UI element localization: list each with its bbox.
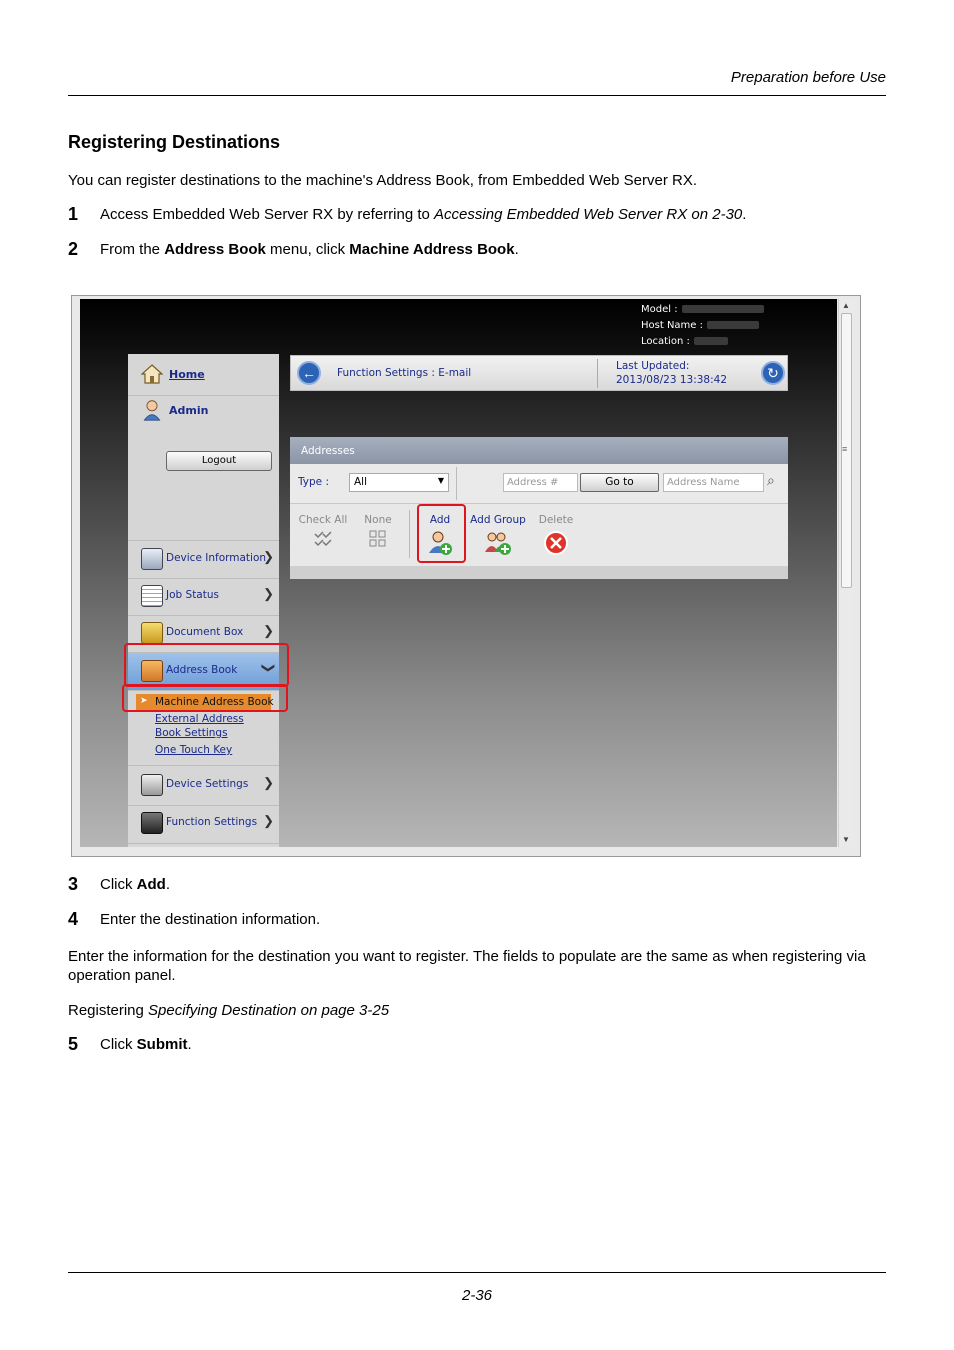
one-touch-key-link[interactable]: One Touch Key <box>155 744 233 756</box>
home-link[interactable]: Home <box>169 368 205 381</box>
none-button[interactable] <box>360 514 396 548</box>
address-name-input[interactable]: Address Name <box>663 473 764 492</box>
reference-link: Specifying Destination on page 3-25 <box>148 1002 390 1019</box>
chevron-right-icon: ❯ <box>263 775 274 790</box>
scroll-down-icon[interactable]: ▼ <box>842 835 850 844</box>
chevron-right-icon: ❯ <box>263 623 274 638</box>
external-address-link-line2[interactable]: Book Settings <box>155 727 228 739</box>
address-number-input[interactable]: Address # <box>503 473 578 492</box>
check-all-label: Check All <box>298 514 348 526</box>
last-updated-value: 2013/08/23 13:38:42 <box>616 374 728 386</box>
device-settings-icon <box>141 774 163 796</box>
sidebar-item-device-settings[interactable] <box>128 766 279 806</box>
location-info <box>641 336 728 347</box>
step-3-bold: Add <box>136 876 166 893</box>
back-arrow-icon[interactable]: ← <box>297 361 321 385</box>
job-status-icon <box>141 585 163 607</box>
sidebar-home-row[interactable] <box>128 354 279 396</box>
step-1-pre: Access Embedded Web Server RX by referring to <box>100 206 435 223</box>
embedded-web-server-screenshot <box>71 295 861 857</box>
addresses-panel <box>290 437 788 579</box>
step-2-bold-2: Machine Address Book <box>349 241 515 258</box>
highlight-add-button <box>417 504 466 563</box>
type-select-value: All <box>354 476 368 488</box>
step-5-pre: Click <box>100 1036 137 1053</box>
reference-pre: Registering <box>68 1002 149 1019</box>
external-address-link-line1[interactable]: External Address <box>155 713 244 725</box>
host-info <box>641 320 759 331</box>
running-header: Preparation before Use <box>730 69 886 86</box>
model-label: Model : <box>641 304 678 315</box>
logout-button[interactable]: Logout <box>166 451 272 471</box>
divider <box>597 359 598 388</box>
home-icon <box>141 363 163 385</box>
filter-row <box>290 464 788 504</box>
add-group-label: Add Group <box>470 514 526 526</box>
step-5-bold: Submit <box>136 1036 188 1053</box>
add-group-icon <box>484 530 512 556</box>
action-row <box>290 504 788 566</box>
step-2-bold-1: Address Book <box>164 241 266 258</box>
uncheck-all-icon <box>369 530 387 548</box>
sidebar-item-label: Function Settings <box>166 816 258 828</box>
footer-rule <box>68 1272 886 1273</box>
sidebar-item-function-settings[interactable] <box>128 806 279 844</box>
type-select[interactable] <box>349 473 449 492</box>
location-label: Location : <box>641 336 690 347</box>
step-4-number: 4 <box>68 909 79 929</box>
step-2-number: 2 <box>68 239 79 259</box>
highlight-machine-address-book <box>122 684 288 712</box>
step-3-number: 3 <box>68 874 79 894</box>
admin-label: Admin <box>169 404 209 417</box>
function-topbar <box>290 355 788 391</box>
none-label: None <box>364 514 392 526</box>
host-label: Host Name : <box>641 320 703 331</box>
step-2-pre: From the <box>100 241 165 258</box>
chevron-right-icon: ❯ <box>263 586 274 601</box>
sidebar-item-label: Device Information <box>166 552 267 564</box>
intro-paragraph: You can register destinations to the machine's Address Book, from Embedded Web Server RX. <box>68 172 698 189</box>
user-icon <box>141 399 163 421</box>
step-5-text <box>100 1036 192 1053</box>
delete-button[interactable] <box>536 514 576 556</box>
step-3-pre: Click <box>100 876 137 893</box>
info-paragraph: Enter the information for the destination you want to register. The fields to populate are the same as when registering via operation panel. <box>68 948 866 984</box>
document-box-icon <box>141 622 163 644</box>
section-title: Registering Destinations <box>68 132 281 152</box>
page-number: 2-36 <box>461 1287 493 1304</box>
model-info <box>641 304 764 315</box>
type-label: Type : <box>298 476 329 488</box>
breadcrumb: Function Settings : E-mail <box>337 367 472 379</box>
step-1-post: . <box>742 206 747 223</box>
step-1-ref: Accessing Embedded Web Server RX on 2-30 <box>434 206 743 223</box>
sidebar-item-label: Job Status <box>166 589 219 601</box>
check-all-button[interactable] <box>298 514 348 548</box>
last-updated-label: Last Updated: <box>616 360 690 372</box>
step-1-text <box>100 206 746 223</box>
machine-address-book-link[interactable]: Machine Address Book <box>155 696 274 708</box>
vertical-scrollbar[interactable] <box>838 299 854 847</box>
dropdown-arrow-icon: ▼ <box>437 476 444 485</box>
sidebar-item-label: Address Book <box>166 664 238 676</box>
sidebar <box>128 354 279 847</box>
add-label: Add <box>429 514 451 526</box>
delete-label: Delete <box>538 514 574 526</box>
browser-viewport <box>80 299 837 847</box>
chevron-right-icon: ❯ <box>263 549 274 564</box>
step-5-number: 5 <box>68 1034 79 1054</box>
delete-icon <box>543 530 569 556</box>
addresses-header: Addresses <box>290 437 788 464</box>
sidebar-user-block <box>128 396 279 541</box>
go-to-button[interactable]: Go to <box>580 473 659 492</box>
highlight-address-book <box>124 643 289 687</box>
step-2-mid: menu, click <box>265 241 350 258</box>
reference-line <box>68 1001 886 1020</box>
refresh-icon[interactable]: ↻ <box>761 361 785 385</box>
sidebar-item-job-status[interactable] <box>128 579 279 616</box>
sidebar-item-label: Document Box <box>166 626 244 638</box>
step-3-post: . <box>165 876 171 893</box>
sidebar-item-label: Device Settings <box>166 778 249 790</box>
step-5-post: . <box>187 1036 192 1053</box>
function-settings-icon <box>141 812 163 834</box>
divider <box>456 467 457 500</box>
device-icon <box>141 548 163 570</box>
step-1-number: 1 <box>68 204 79 224</box>
check-all-icon <box>313 530 333 548</box>
add-group-button[interactable] <box>468 514 528 556</box>
step-2-post: . <box>514 241 519 258</box>
header-rule <box>68 95 886 96</box>
step-4-text: Enter the destination information. <box>100 911 321 928</box>
panel-footer <box>290 566 788 579</box>
sidebar-item-device-information[interactable] <box>128 541 279 579</box>
arrow-right-icon: ➤ <box>140 695 148 705</box>
step-2-text <box>100 241 519 258</box>
step-3-text <box>100 876 170 893</box>
scroll-up-icon[interactable]: ▲ <box>842 301 850 310</box>
grip-icon: ≡ <box>842 444 848 454</box>
chevron-right-icon: ❯ <box>263 813 274 828</box>
divider <box>409 510 410 558</box>
search-icon[interactable]: ⌕ <box>767 472 775 488</box>
chevron-down-icon: ❯ <box>261 662 277 674</box>
